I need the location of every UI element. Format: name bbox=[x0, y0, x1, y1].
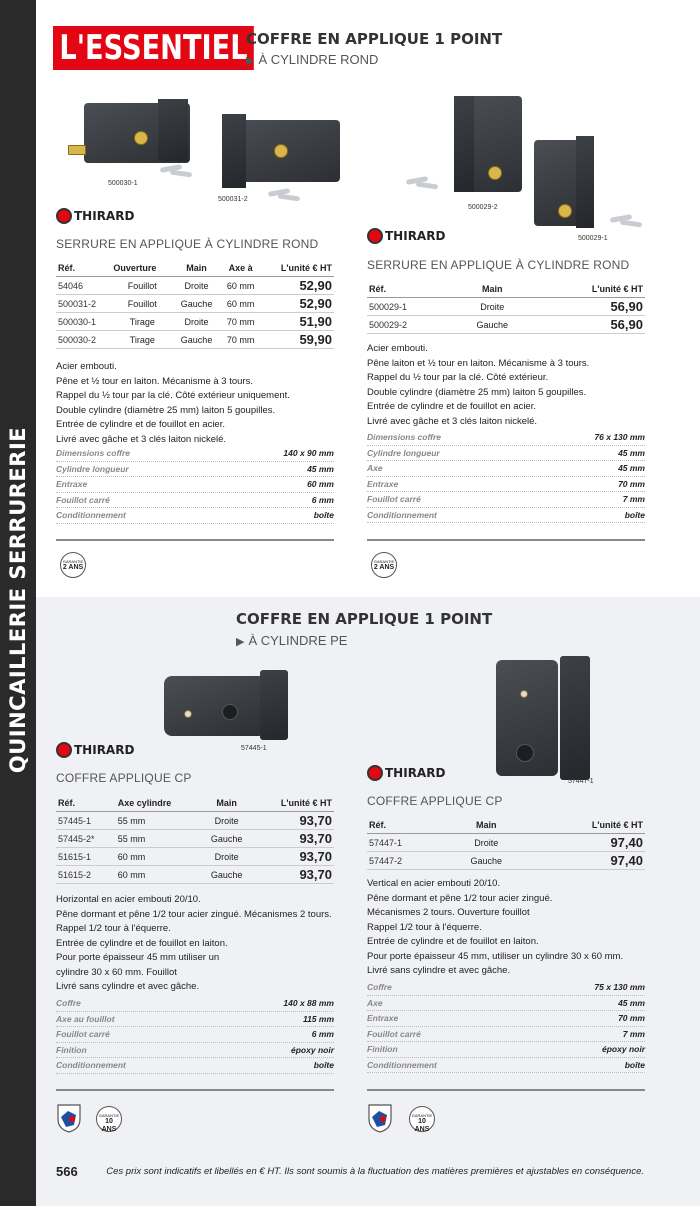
table-row: 51615-2 60 mm Gauche 93,70 bbox=[58, 867, 332, 882]
divider bbox=[56, 539, 334, 541]
thirard-logo: THIRARD bbox=[56, 206, 134, 226]
keys-icon bbox=[268, 188, 304, 202]
price-table: Réf. Axe cylindre Main L'unité € HT 57445-1 55 mm Droite 93,70 57445-2* 55 mm Gauche 93,70 51615-1 60 mm Droite 93,70 51615-2 60 mm Gauche 93,70 bbox=[56, 795, 334, 884]
product-description: Vertical en acier embouti 20/10. Pêne dormant et pêne 1/2 tour acier zingué. Mécanismes 2 tours. Ouverture fouillot Rappel 1/2 tour à l'équerre. Entrée de cylindre et de fouillot en laiton. Pour porte épaisseur 45 mm, utiliser un cylindre 30 x 60 mm. Livré sans cylindre et avec gâche. bbox=[367, 878, 624, 976]
product-description: Acier embouti. Pêne et ½ tour en laiton. Mécanisme à 3 tours. Rappel du ½ tour par la clé. Côté extérieur uniquement. Double cylindre (diamètre 25 mm) laiton 5 goupilles. Entrée de cylindre et de fouillot en acier. Livré avec gâche et 3 clés laiton nickelé. bbox=[56, 361, 290, 445]
product-title: COFFRE APPLIQUE CP bbox=[56, 771, 192, 785]
price-table: Réf. Main L'unité € HT 57447-1 Droite 97,40 57447-2 Gauche 97,40 bbox=[367, 817, 645, 870]
table-row: 57447-2 Gauche 97,40 bbox=[369, 853, 643, 868]
section-subtitle: ▶ À CYLINDRE ROND bbox=[246, 52, 379, 67]
divider bbox=[367, 539, 645, 541]
table-row: 57445-1 55 mm Droite 93,70 bbox=[58, 813, 332, 828]
price-table: Réf. Main L'unité € HT 500029-1 Droite 56,90 500029-2 Gauche 56,90 bbox=[367, 281, 645, 334]
table-row: 51615-1 60 mm Droite 93,70 bbox=[58, 849, 332, 864]
product-title: SERRURE EN APPLIQUE À CYLINDRE ROND bbox=[56, 237, 319, 251]
table-row: 500029-2 Gauche 56,90 bbox=[369, 317, 643, 332]
product-image-500029-1 bbox=[534, 140, 592, 226]
table-row: 500029-1 Droite 56,90 bbox=[369, 299, 643, 314]
product-caption: 57447-1 bbox=[568, 778, 594, 785]
thirard-logo: THIRARD bbox=[367, 226, 445, 246]
product-image-500029-2 bbox=[458, 96, 522, 192]
product-title: COFFRE APPLIQUE CP bbox=[367, 794, 503, 808]
thirard-logo: THIRARD bbox=[56, 740, 134, 760]
product-caption: 500031-2 bbox=[218, 196, 248, 203]
product-caption: 57445-1 bbox=[241, 745, 267, 752]
brand-banner: L'ESSENTIEL bbox=[53, 26, 254, 70]
sidebar bbox=[0, 0, 36, 1206]
divider bbox=[367, 1089, 645, 1091]
warranty-badge: GARANTIE 10 ANS bbox=[409, 1106, 435, 1132]
table-row: 57445-2* 55 mm Gauche 93,70 bbox=[58, 831, 332, 846]
thirard-logo: THIRARD bbox=[367, 763, 445, 783]
product-image-500030-1 bbox=[84, 103, 190, 163]
section-title: COFFRE EN APPLIQUE 1 POINT bbox=[246, 30, 503, 48]
warranty-badge: GARANTIE 10 ANS bbox=[96, 1106, 122, 1132]
table-row: 57447-1 Droite 97,40 bbox=[369, 835, 643, 850]
spec-list: Dimensions coffre 76 x 130 mm Cylindre longueur 45 mm Axe 45 mm Entraxe 70 mm Fouillot carré 7 mm Conditionnement boîte bbox=[367, 430, 645, 523]
keys-icon bbox=[610, 214, 646, 228]
triangle-icon: ▶ bbox=[236, 636, 245, 648]
price-table: Réf. Ouverture Main Axe à L'unité € HT 54046 Fouillot Droite 60 mm 52,90 500031-2 Fouillot Gauche 60 mm 52,90 500030-1 Tirage Droite 70 mm 51,90 500030-2 Tirage Gauche 70 mm 59,90 bbox=[56, 260, 334, 349]
warranty-badge: GARANTIE 2 ANS bbox=[60, 552, 86, 578]
product-description: Acier embouti. Pêne laiton et ½ tour en laiton. Mécanisme à 3 tours. Rappel du ½ tour par la clé. Côté extérieur. Double cylindre (diamètre 25 mm) laiton 5 goupilles. Entrée de cylindre et de fouillot en acier. Livré avec gâche et 3 clés laiton nickelé. bbox=[367, 343, 590, 427]
sidebar-label: QUINCAILLERIE SERRURERIE bbox=[6, 426, 30, 774]
footnote: Ces prix sont indicatifs et libellés en € HT. Ils sont soumis à la fluctuation des matières premières et ajustables en conséquence. bbox=[106, 1166, 644, 1177]
table-row: 500031-2 Fouillot Gauche 60 mm 52,90 bbox=[58, 296, 332, 311]
keys-icon bbox=[160, 164, 196, 178]
spec-list: Dimensions coffre 140 x 90 mm Cylindre longueur 45 mm Entraxe 60 mm Fouillot carré 6 mm Conditionnement boîte bbox=[56, 446, 334, 524]
table-row: 500030-1 Tirage Droite 70 mm 51,90 bbox=[58, 314, 332, 329]
product-caption: 500029-2 bbox=[468, 204, 498, 211]
product-title: SERRURE EN APPLIQUE À CYLINDRE ROND bbox=[367, 258, 630, 272]
made-in-france-shield-icon bbox=[56, 1103, 82, 1133]
spec-list: Coffre 140 x 88 mm Axe au fouillot 115 mm Fouillot carré 6 mm Finition époxy noir Conditionnement boîte bbox=[56, 996, 334, 1074]
product-image-57447-1 bbox=[496, 660, 558, 776]
triangle-icon: ▶ bbox=[246, 55, 255, 67]
warranty-badge: GARANTIE 2 ANS bbox=[371, 552, 397, 578]
product-description: Horizontal en acier embouti 20/10. Pêne dormant et pêne 1/2 tour acier zingué. Mécanismes 2 tours. Rappel 1/2 tour à l'équerre. Entrée de cylindre et de fouillot en laiton. Pour porte épaisseur 45 mm utiliser un cylindre 30 x 60 mm. Fouillot Livré sans cylindre et avec gâche. bbox=[56, 894, 332, 992]
product-image-57445-1 bbox=[164, 676, 266, 736]
keys-icon bbox=[406, 176, 442, 190]
table-row: 500030-2 Tirage Gauche 70 mm 59,90 bbox=[58, 332, 332, 347]
product-caption: 500030-1 bbox=[108, 180, 138, 187]
made-in-france-shield-icon bbox=[367, 1103, 393, 1133]
product-image-500031-2 bbox=[222, 120, 340, 182]
section-title: COFFRE EN APPLIQUE 1 POINT bbox=[236, 610, 493, 628]
section-subtitle: ▶ À CYLINDRE PE bbox=[236, 633, 348, 648]
product-caption: 500029-1 bbox=[578, 235, 608, 242]
spec-list: Coffre 75 x 130 mm Axe 45 mm Entraxe 70 mm Fouillot carré 7 mm Finition époxy noir Conditionnement boîte bbox=[367, 980, 645, 1073]
page-number: 566 bbox=[56, 1164, 78, 1179]
divider bbox=[56, 1089, 334, 1091]
table-row: 54046 Fouillot Droite 60 mm 52,90 bbox=[58, 278, 332, 293]
